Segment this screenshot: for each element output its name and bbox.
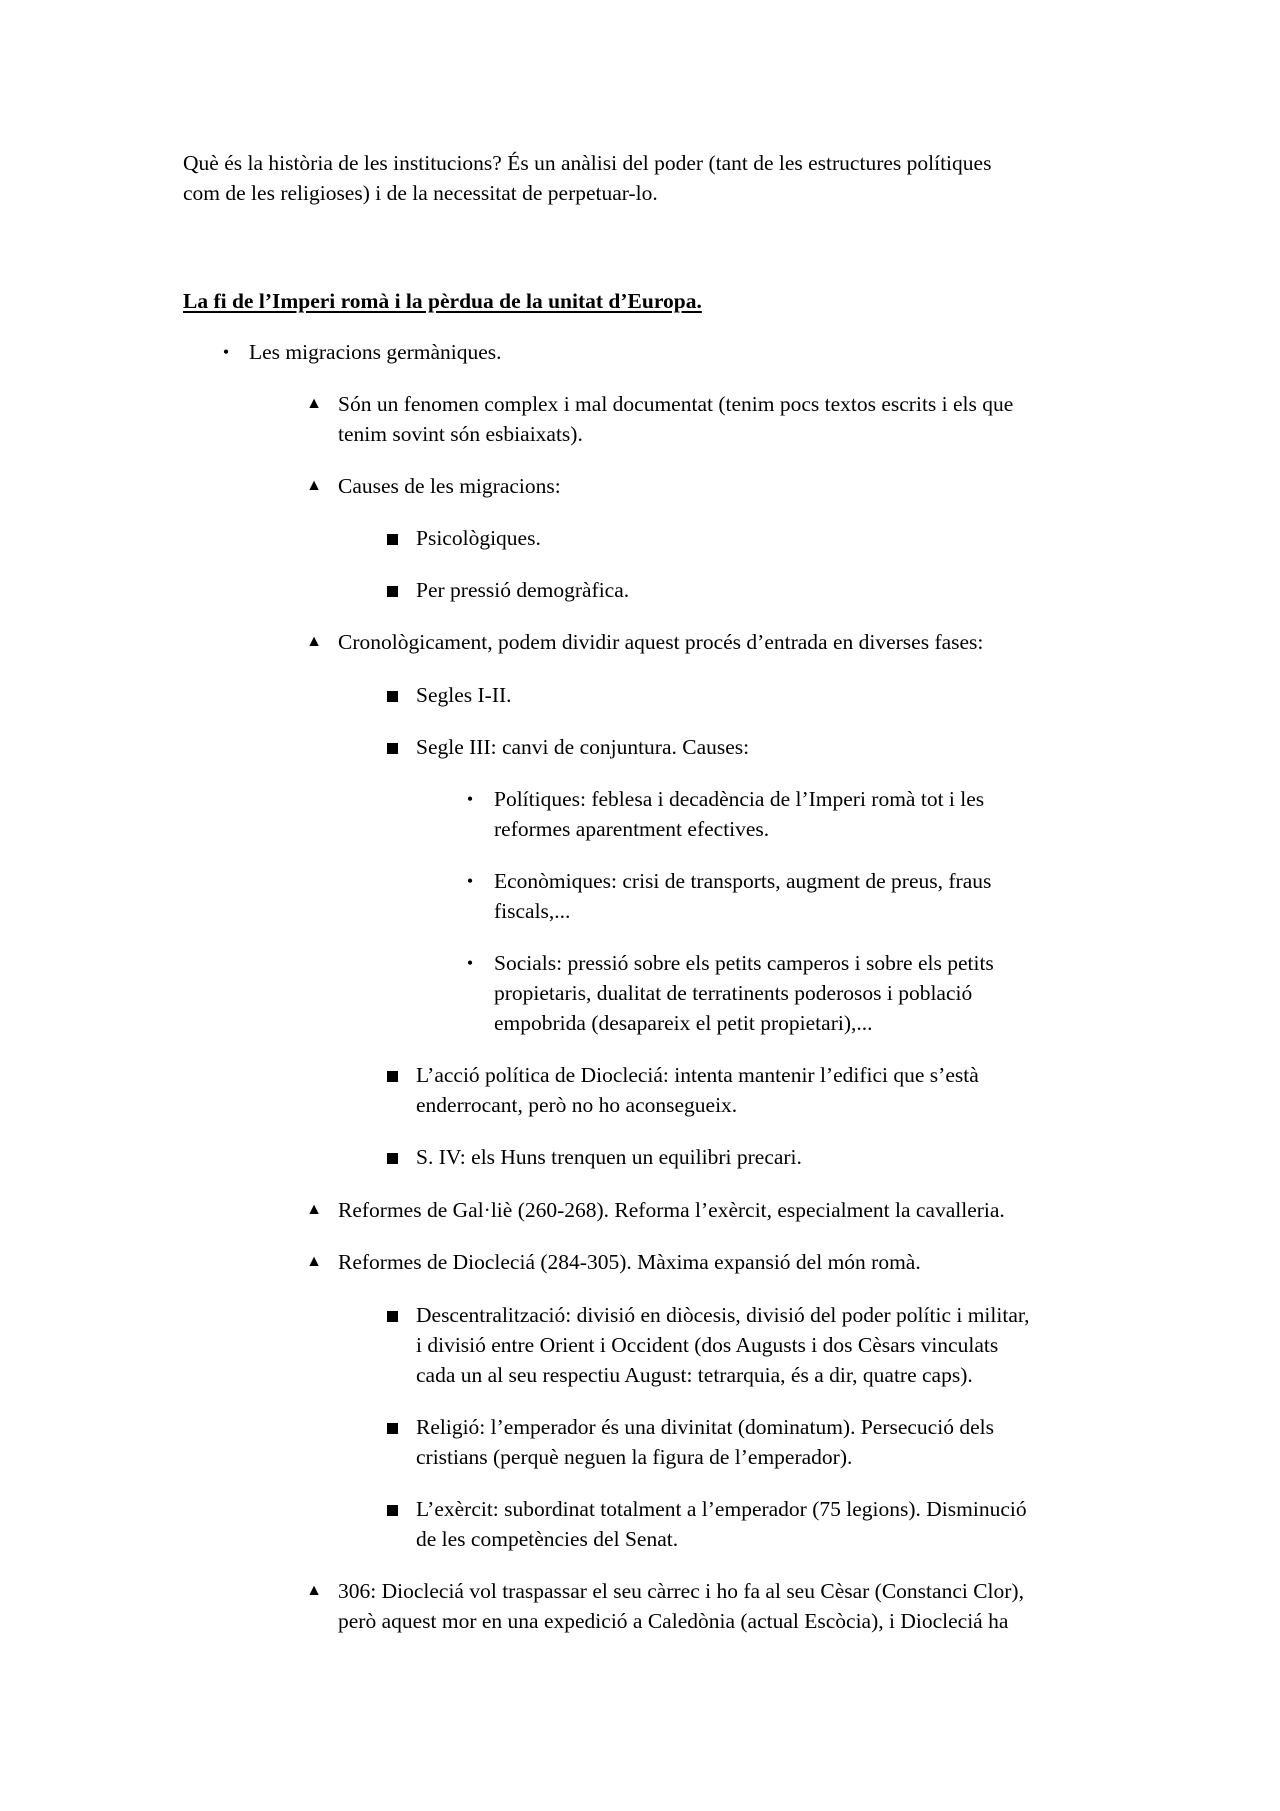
bullet-marker: • [466, 953, 474, 973]
section-heading: La fi de l’Imperi romà i la pèrdua de la unitat d’Europa. [183, 289, 702, 313]
item-line: propietaris, dualitat de terratinents poderosos i població [494, 981, 973, 1005]
item-text [338, 389, 1098, 449]
item-text: Cronològicament, podem dividir aquest procés d’entrada en diverses fases: [338, 630, 984, 654]
item-text: Les migracions germàniques. [249, 340, 502, 364]
item-line: tenim sovint són esbiaixats). [338, 422, 583, 446]
item-text [416, 1412, 1106, 1472]
item-line: i divisió entre Orient i Occident (dos Augusts i dos Cèsars vinculats [416, 1333, 999, 1357]
item-line: enderrocant, però no ho aconsegueix. [416, 1093, 738, 1117]
item-line: Econòmiques: crisi de transports, augment de preus, fraus [494, 869, 992, 893]
item-text [338, 1576, 1148, 1636]
intro-line: Què és la història de les institucions? És un anàlisi del poder (tant de les estructures polítiques [183, 151, 992, 175]
triangle-marker: ▲ [306, 395, 322, 412]
item-line: però aquest mor en una expedició a Caledònia (actual Escòcia), i Diocleciá ha [338, 1609, 1009, 1633]
item-line: L’exèrcit: subordinat totalment a l’emperador (75 legions). Disminució [416, 1497, 1027, 1521]
item-text: Segle III: canvi de conjuntura. Causes: [416, 735, 750, 759]
triangle-marker: ▲ [306, 1582, 322, 1599]
bullet-marker: • [466, 871, 474, 891]
item-text [494, 948, 1094, 1038]
square-marker [378, 1494, 406, 1524]
item-text: Causes de les migracions: [338, 474, 561, 498]
item-text [494, 866, 1094, 926]
item-text [416, 1300, 1106, 1390]
item-line: 306: Diocleciá vol traspassar el seu càrrec i ho fa al seu Cèsar (Constanci Clor), [338, 1579, 1024, 1603]
item-line: de les competències del Senat. [416, 1527, 679, 1551]
item-text: Segles I-II. [416, 683, 512, 707]
square-marker [378, 732, 406, 762]
square-marker [378, 680, 406, 710]
item-text: Psicològiques. [416, 526, 541, 550]
item-line: Descentralització: divisió en diòcesis, divisió del poder polític i militar, [416, 1303, 1030, 1327]
item-text: Per pressió demogràfica. [416, 578, 630, 602]
intro-paragraph [183, 148, 1103, 208]
bullet-marker: • [466, 789, 474, 809]
square-marker [378, 1142, 406, 1172]
square-marker [378, 1412, 406, 1442]
item-text: Reformes de Gal·liè (260-268). Reforma l’exèrcit, especialment la cavalleria. [338, 1198, 1005, 1222]
item-line: Socials: pressió sobre els petits camperos i sobre els petits [494, 951, 994, 975]
item-line: cada un al seu respectiu August: tetrarquia, és a dir, quatre caps). [416, 1363, 973, 1387]
square-marker [378, 575, 406, 605]
square-marker [378, 523, 406, 553]
triangle-marker: ▲ [306, 477, 322, 494]
item-line: empobrida (desapareix el petit propietari),... [494, 1011, 873, 1035]
item-text: Reformes de Diocleciá (284-305). Màxima expansió del món romà. [338, 1250, 921, 1274]
triangle-marker: ▲ [306, 1201, 322, 1218]
item-line: Religió: l’emperador és una divinitat (dominatum). Persecució dels [416, 1415, 994, 1439]
square-marker [378, 1060, 406, 1090]
item-text [416, 1060, 1106, 1120]
triangle-marker: ▲ [306, 633, 322, 650]
bullet-marker: • [222, 342, 230, 362]
item-text [494, 784, 1094, 844]
item-line: fiscals,... [494, 899, 571, 923]
triangle-marker: ▲ [306, 1253, 322, 1270]
item-line: Polítiques: feblesa i decadència de l’Imperi romà tot i les [494, 787, 985, 811]
item-text: S. IV: els Huns trenquen un equilibri precari. [416, 1145, 802, 1169]
square-marker [378, 1300, 406, 1330]
item-line: L’acció política de Diocleciá: intenta mantenir l’edifici que s’està [416, 1063, 979, 1087]
item-line: Són un fenomen complex i mal documentat (tenim pocs textos escrits i els que [338, 392, 1014, 416]
item-line: reformes aparentment efectives. [494, 817, 770, 841]
intro-line: com de les religioses) i de la necessitat de perpetuar-lo. [183, 181, 658, 205]
item-line: cristians (perquè neguen la figura de l’emperador). [416, 1445, 853, 1469]
item-text [416, 1494, 1106, 1554]
